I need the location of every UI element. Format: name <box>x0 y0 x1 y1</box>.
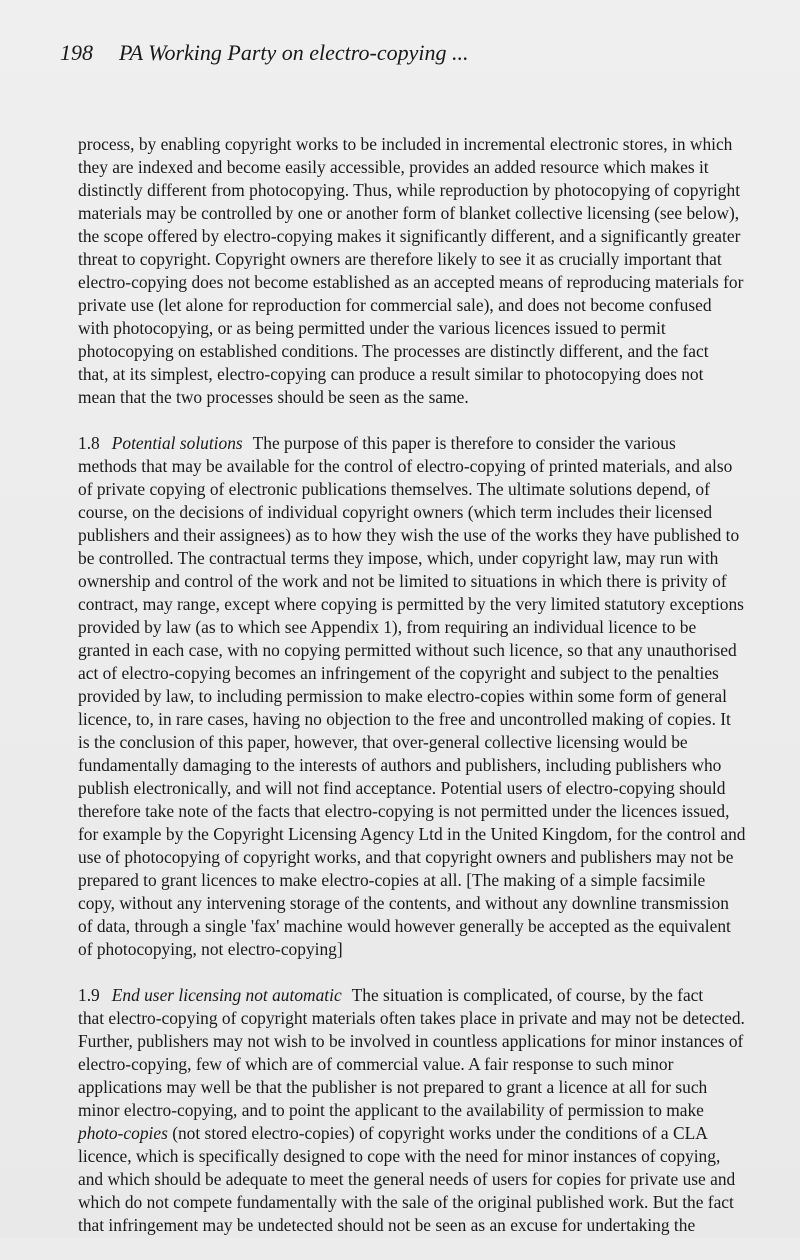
section-heading: End user licensing not automatic <box>111 985 342 1005</box>
text-line: methods that may be available for the control of electro-copying of printed materials, and also <box>78 456 733 476</box>
text-line: copy, without any intervening storage of the contents, and without any downline transmission <box>78 893 729 913</box>
text-line: of data, through a single 'fax' machine would however generally be accepted as the equivalent <box>78 916 731 936</box>
text-line: act of electro-copying becomes an infringement of the copyright and subject to the penalties <box>78 663 719 683</box>
text-line: granted in each case, with no copying permitted without such licence, so that any unauthorised <box>78 640 737 660</box>
text-line: course, on the decisions of individual copyright owners (which term includes their licensed <box>78 502 713 522</box>
text-line: use of photocopying of copyright works, and that copyright owners and publishers may not be <box>78 847 734 867</box>
text-line: materials may be controlled by one or another form of blanket collective licensing (see below), <box>78 203 740 223</box>
text-line: fundamentally damaging to the interests of authors and publishers, including publishers who <box>78 755 722 775</box>
section-number: 1.9 <box>78 985 100 1005</box>
text-line: electro-copying does not become established as an accepted means of reproducing materials for <box>78 272 744 292</box>
body-text <box>78 133 788 1260</box>
text-line: the scope offered by electro-copying makes it significantly different, and a significantly greater <box>78 226 741 246</box>
text-line: with photocopying, or as being permitted under the various licences issued to permit <box>78 318 666 338</box>
paragraph-continuation <box>78 133 788 409</box>
running-head-title: PA Working Party on electro-copying ... <box>119 40 469 65</box>
running-head <box>60 40 469 66</box>
text-line: be controlled. The contractual terms they impose, which, under copyright law, may run with <box>78 548 719 568</box>
text-line: provided by law, to including permission to make electro-copies within some form of general <box>78 686 727 706</box>
text-line: Further, publishers may not wish to be involved in countless applications for minor instances of <box>78 1031 744 1051</box>
text-line: which do not compete fundamentally with the sale of the original published work. But the fact <box>78 1192 734 1212</box>
text-line: that infringement may be undetected should not be seen as an excuse for undertaking the <box>78 1215 696 1235</box>
text-line <box>78 432 788 455</box>
paragraph-1-8 <box>78 432 788 961</box>
text-line: ownership and control of the work and not be limited to situations in which there is privity of <box>78 571 727 591</box>
text-line: electro-copying, few of which are of commercial value. A fair response to such minor <box>78 1054 674 1074</box>
paragraph-1-9 <box>78 984 788 1237</box>
text-line: of photocopying, not electro-copying] <box>78 939 343 959</box>
text-line-content: The situation is complicated, of course, by the fact <box>351 985 704 1005</box>
text-line: provided by law (as to which see Appendix 1), from requiring an individual licence to be <box>78 617 697 637</box>
text-line: process, by enabling copyright works to be included in incremental electronic stores, in which <box>78 134 733 154</box>
text-line: prepared to grant licences to make electro-copies at all. [The making of a simple facsimile <box>78 870 706 890</box>
text-line: distinctly different from photocopying. Thus, while reproduction by photocopying of copyright <box>78 180 741 200</box>
text-line <box>78 984 788 1007</box>
text-line: mean that the two processes should be seen as the same. <box>78 387 469 407</box>
text-line: is the conclusion of this paper, however, that over-general collective licensing would be <box>78 732 688 752</box>
text-line: that electro-copying of copyright materials often takes place in private and may not be detected. <box>78 1008 745 1028</box>
section-number: 1.8 <box>78 433 100 453</box>
section-heading: Potential solutions <box>111 433 243 453</box>
text-line: licence, to, in rare cases, having no objection to the free and uncontrolled making of copies. It <box>78 709 731 729</box>
text-line: publish electronically, and will not find acceptance. Potential users of electro-copying should <box>78 778 726 798</box>
text-line: minor electro-copying, and to point the applicant to the availability of permission to make <box>78 1100 704 1120</box>
text-line: for example by the Copyright Licensing Agency Ltd in the United Kingdom, for the control and <box>78 824 746 844</box>
text-line-content: The purpose of this paper is therefore to consider the various <box>252 433 676 453</box>
page-number: 198 <box>60 40 93 65</box>
text-line: photocopying on established conditions. The processes are distinctly different, and the fact <box>78 341 709 361</box>
text-line: therefore take note of the facts that electro-copying is not permitted under the licences issued, <box>78 801 730 821</box>
text-line: private use (let alone for reproduction for commercial sale), and does not become confused <box>78 295 712 315</box>
text-line: threat to copyright. Copyright owners are therefore likely to see it as crucially important that <box>78 249 722 269</box>
text-line: photo-copies (not stored electro-copies) of copyright works under the conditions of a CLA <box>78 1123 708 1143</box>
text-line: of private copying of electronic publications themselves. The ultimate solutions depend, of <box>78 479 710 499</box>
text-line: applications may well be that the publisher is not prepared to grant a licence at all for such <box>78 1077 708 1097</box>
text-line: they are indexed and become easily accessible, provides an added resource which makes it <box>78 157 709 177</box>
text-line: that, at its simplest, electro-copying can produce a result similar to photocopying does not <box>78 364 704 384</box>
text-line: and which should be adequate to meet the general needs of users for copies for private use and <box>78 1169 736 1189</box>
text-line: licence, which is specifically designed to cope with the need for minor instances of copying, <box>78 1146 721 1166</box>
text-line: contract, may range, except where copying is permitted by the very limited statutory exceptions <box>78 594 744 614</box>
text-line: publishers and their assignees) as to how they wish the use of the works they have published to <box>78 525 740 545</box>
